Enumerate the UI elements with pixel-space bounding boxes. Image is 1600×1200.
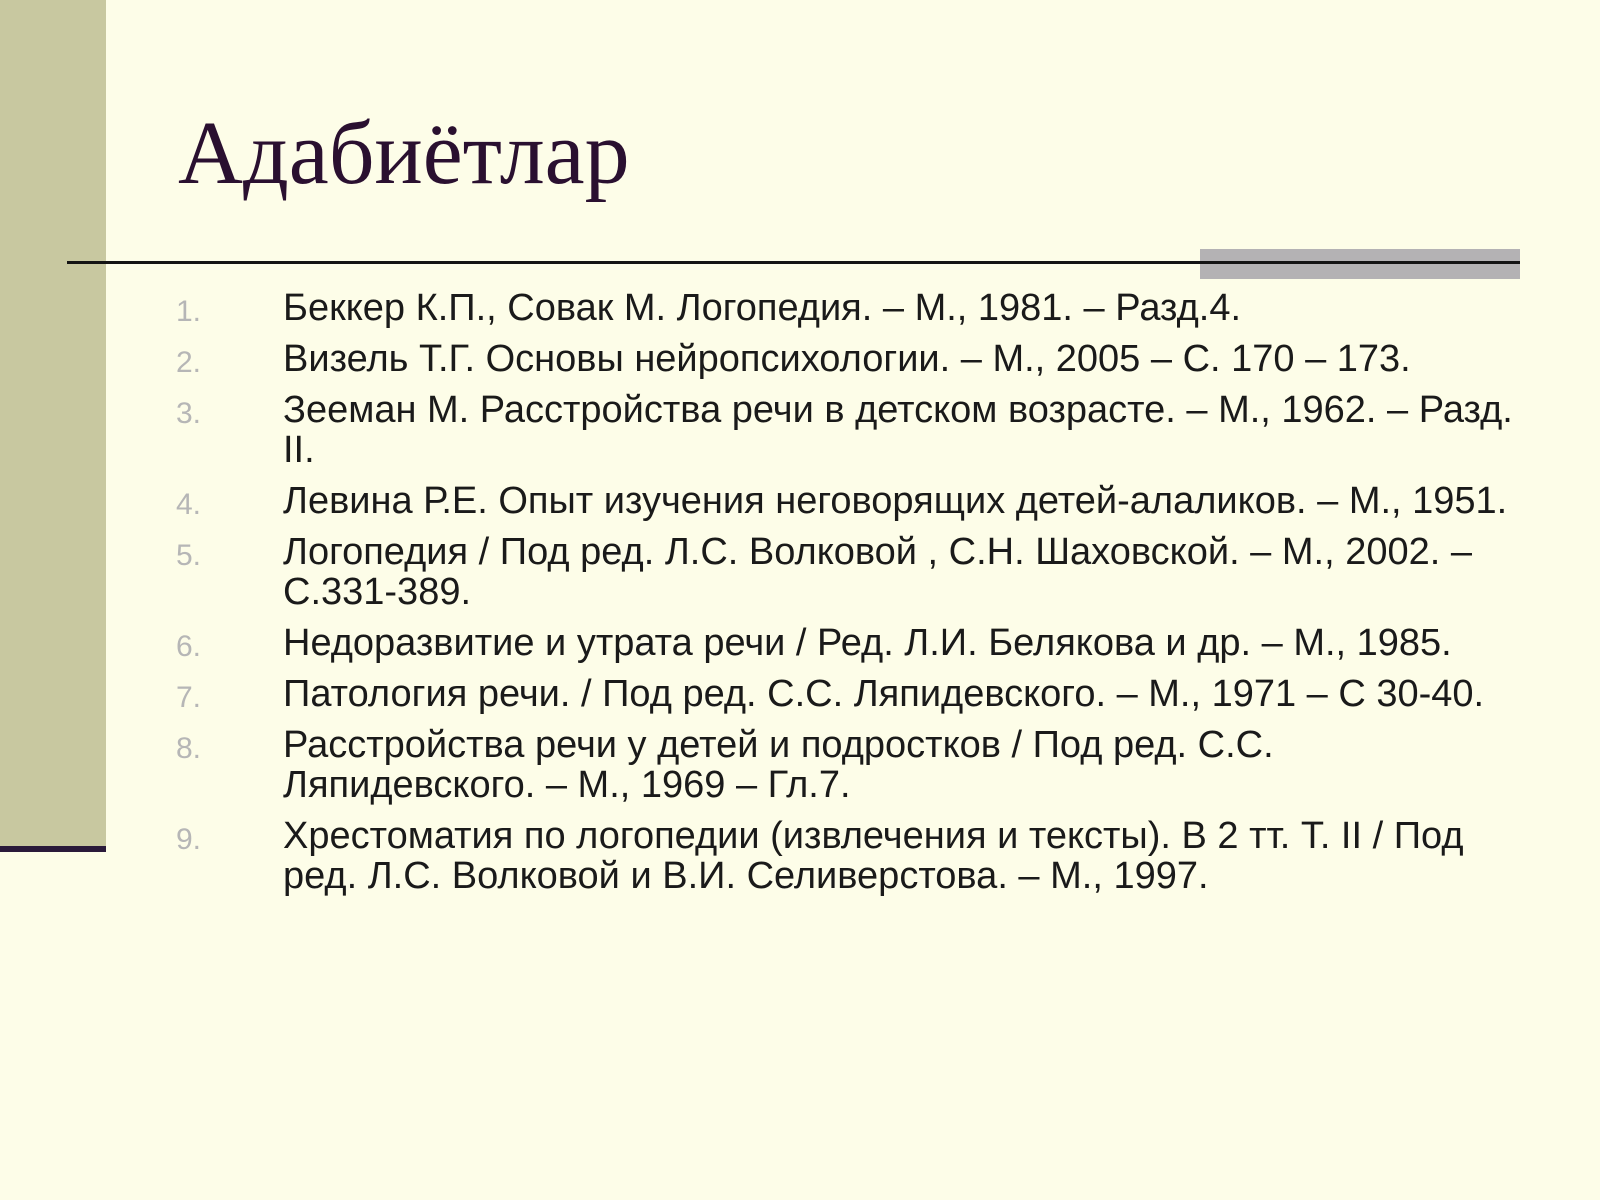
list-item-number: 1.	[176, 295, 202, 328]
list-item-text: Хрестоматия по логопедии (извлечения и тексты). В 2 тт. Т. II / Под ред. Л.С. Волковой и В.И. Селиверстова. – М., 1997.	[283, 815, 1464, 897]
list-item	[0, 388, 1600, 470]
list-item	[0, 621, 1600, 663]
list-item-number: 7.	[176, 681, 202, 714]
list-item	[0, 337, 1600, 379]
list-item-text: Патология речи. / Под ред. С.С. Ляпидевского. – М., 1971 – С 30-40.	[283, 673, 1485, 715]
list-item-text: Расстройства речи у детей и подростков / Под ред. С.С. Ляпидевского. – М., 1969 – Гл.7.	[283, 724, 1274, 806]
list-item-number: 5.	[176, 539, 202, 572]
list-item-number: 4.	[176, 488, 202, 521]
list-item	[0, 723, 1600, 805]
list-item	[0, 286, 1600, 328]
title-divider	[67, 261, 1520, 264]
list-item-number: 2.	[176, 346, 202, 379]
list-item-text: Логопедия / Под ред. Л.С. Волковой , С.Н. Шаховской. – М., 2002. – С.331-389.	[283, 531, 1472, 613]
list-item-text: Зееман М. Расстройства речи в детском возрасте. – М., 1962. – Разд. II.	[283, 389, 1513, 471]
list-item-number: 9.	[176, 823, 202, 856]
list-item	[0, 479, 1600, 521]
list-item-number: 3.	[176, 397, 202, 430]
reference-list	[0, 286, 1600, 905]
slide-title: Адабиётлар	[178, 104, 630, 203]
list-item-text: Беккер К.П., Совак М. Логопедия. – М., 1981. – Разд.4.	[283, 287, 1242, 329]
list-item	[0, 814, 1600, 896]
list-item	[0, 530, 1600, 612]
list-item-number: 6.	[176, 630, 202, 663]
list-item	[0, 672, 1600, 714]
list-item-text: Недоразвитие и утрата речи / Ред. Л.И. Белякова и др. – М., 1985.	[283, 622, 1452, 664]
list-item-number: 8.	[176, 732, 202, 765]
list-item-text: Визель Т.Г. Основы нейропсихологии. – М., 2005 – С. 170 – 173.	[283, 338, 1411, 380]
list-item-text: Левина Р.Е. Опыт изучения неговорящих детей-алаликов. – М., 1951.	[283, 480, 1508, 522]
accent-bar	[1200, 249, 1520, 279]
